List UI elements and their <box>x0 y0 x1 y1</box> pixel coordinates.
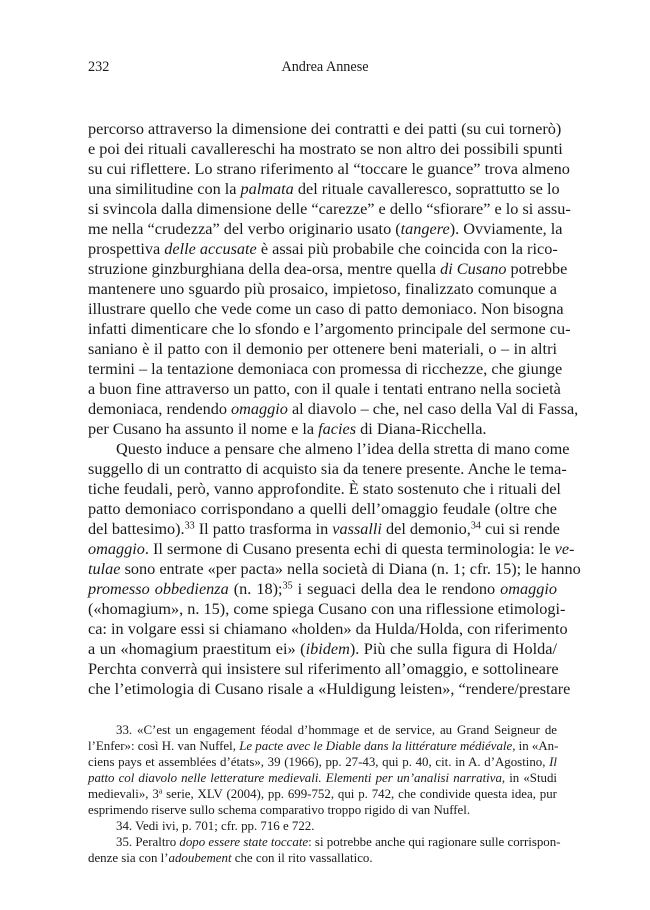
body-line: patto demoniaco corrispondano a quelli dell’omaggio feudale (oltre che <box>88 500 557 518</box>
page-number: 232 <box>88 59 110 75</box>
body-line: Questo induce a pensare che almeno l’idea della stretta di mano come <box>116 440 570 458</box>
body-line: e poi dei rituali cavallereschi ha mostrato se non altro dei possibili spunti <box>88 140 563 158</box>
running-head: Andrea Annese <box>281 59 369 75</box>
body-line: che l’etimologia di Cusano risale a «Huldigung leisten», “rendere/prestare <box>88 680 571 698</box>
body-line: ca: in volgare essi si chiamano «holden» da Hulda/Holda, con riferimento <box>88 620 568 638</box>
footnote-line: ciens pays et assemblées d’états», 39 (1966), pp. 27-43, qui p. 40, cit. in A. d’Agostino, Il <box>88 755 557 769</box>
body-line: tiche feudali, però, vanno approfondite. È stato sostenuto che i rituali del <box>88 480 561 498</box>
footnote-line: esprimendo riserve sullo schema comparativo troppo rigido di van Nuffel. <box>88 803 471 817</box>
body-line: omaggio. Il sermone di Cusano presenta echi di questa terminologia: le ve- <box>88 540 575 558</box>
body-line: me nella “crudezza” del verbo originario usato (tangere). Ovviamente, la <box>88 220 563 238</box>
body-line: («homagium», n. 15), come spiega Cusano con una riflessione etimologi- <box>88 600 566 618</box>
body-line: promesso obbedienza (n. 18);$^{35}$ i seguaci della dea le rendono omaggio <box>88 580 557 598</box>
footnote-line: denze sia con l’adoubement che con il rito vassallatico. <box>88 851 373 865</box>
body-line: si svincola dalla dimensione delle “carezze” e dello “sfiorare” e lo si assu- <box>88 200 571 218</box>
body-line: mantenere uno sguardo più prosaico, impietoso, finalizzato comunque a <box>88 280 557 298</box>
body-line: infatti dimenticare che lo sfondo e l’argomento principale del sermone cu- <box>88 320 571 338</box>
body-line: prospettiva delle accusate è assai più probabile che coincida con la rico- <box>88 240 558 258</box>
footnote-line: 35. Peraltro dopo essere state toccate: si potrebbe anche qui ragionare sulle corrispon- <box>116 835 561 849</box>
page-header <box>88 59 562 81</box>
body-line: su cui riflettere. Lo strano riferimento al “toccare le guance” trova almeno <box>88 160 570 178</box>
body-line: termini – la tentazione demoniaca con promessa di ricchezze, che giunge <box>88 360 563 378</box>
body-line: tulae sono entrate «per pacta» nella società di Diana (n. 1; cfr. 15); le hanno <box>88 560 581 578</box>
body-line: per Cusano ha assunto il nome e la facies di Diana-Ricchella. <box>88 420 487 438</box>
footnote-line: 33. «C’est un engagement féodal d’hommage et de service, au Grand Seigneur de <box>116 723 557 737</box>
footnote-line: 34. Vedi ivi, p. 701; cfr. pp. 716 e 722. <box>116 819 315 833</box>
body-line: a un «homagium praestitum ei» (ibidem). Più che sulla figura di Holda/ <box>88 640 558 658</box>
body-line: demoniaca, rendendo omaggio al diavolo – che, nel caso della Val di Fassa, <box>88 400 579 418</box>
body-line: una similitudine con la palmata del rituale cavalleresco, soprattutto se lo <box>88 180 560 198</box>
body-line: suggello di un contratto di acquisto sia da tenere presente. Anche le tema- <box>88 460 567 478</box>
footnote-line: l’Enfer»: così H. van Nuffel, Le pacte avec le Diable dans la littérature médiévale, in «An- <box>88 739 559 753</box>
body-line: illustrare quello che vede come un caso di patto demoniaco. Non bisogna <box>88 300 564 318</box>
footnote-line: medievali», 3$^a$ serie, XLV (2004), pp. 699-752, qui p. 742, che condivide questa idea, pur <box>88 786 557 801</box>
body-line: struzione ginzburghiana della dea-orsa, mentre quella di Cusano potrebbe <box>88 260 568 278</box>
body-line: percorso attraverso la dimensione dei contratti e dei patti (su cui tornerò) <box>88 120 562 138</box>
footnote-line: patto col diavolo nelle letterature medievali. Elementi per un’analisi narrativa, in «Studi <box>88 771 557 785</box>
body-line: Perchta converrà qui insistere sul riferimento all’omaggio, e sottolineare <box>88 660 559 678</box>
body-line: del battesimo).$^{33}$ Il patto trasforma in vassalli del demonio,$^{34}$ cui si rende <box>88 520 560 538</box>
body-line: saniano è il patto con il demonio per ottenere beni materiali, o – in altri <box>88 340 557 358</box>
body-line: a buon fine attraverso un patto, con il quale i tentati entrano nella società <box>88 380 561 398</box>
